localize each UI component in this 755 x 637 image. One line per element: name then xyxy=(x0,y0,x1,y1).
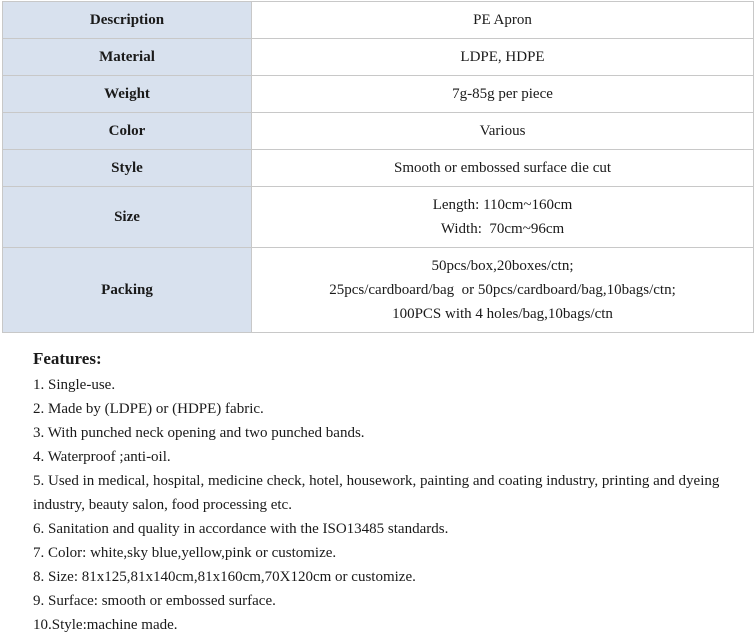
feature-item: 9. Surface: smooth or embossed surface. xyxy=(33,593,276,609)
spec-value-line: Length: 110cm~160cm xyxy=(432,197,573,213)
spec-value xyxy=(252,187,754,248)
features-heading: Features: xyxy=(33,349,102,368)
spec-value-line: Various xyxy=(479,123,526,139)
feature-item: 7. Color: white,sky blue,yellow,pink or customize. xyxy=(33,545,337,561)
spec-row-material xyxy=(3,39,754,76)
spec-row-weight xyxy=(3,76,754,113)
spec-value xyxy=(252,248,754,333)
spec-value-line: Smooth or embossed surface die cut xyxy=(393,160,612,176)
spec-label: Style xyxy=(3,150,252,187)
spec-row-description xyxy=(3,2,754,39)
spec-value xyxy=(252,2,754,39)
spec-value xyxy=(252,39,754,76)
features-list xyxy=(33,373,743,637)
feature-item: 4. Waterproof ;anti-oil. xyxy=(33,449,171,465)
spec-value-line: 7g-85g per piece xyxy=(452,86,553,102)
feature-item: 1. Single-use. xyxy=(33,377,116,393)
feature-item: 3. With punched neck opening and two punched bands. xyxy=(33,425,365,441)
spec-label: Description xyxy=(3,2,252,39)
spec-value xyxy=(252,113,754,150)
spec-row-style xyxy=(3,150,754,187)
spec-row-size xyxy=(3,187,754,248)
spec-label: Material xyxy=(3,39,252,76)
spec-row-color xyxy=(3,113,754,150)
spec-value-line: PE Apron xyxy=(473,12,532,28)
spec-label: Color xyxy=(3,113,252,150)
feature-item: 8. Size: 81x125,81x140cm,81x160cm,70X120cm or customize. xyxy=(33,569,416,585)
spec-value-line: Width: 70cm~96cm xyxy=(440,221,565,237)
features-section xyxy=(33,347,743,637)
spec-label: Packing xyxy=(3,248,252,333)
spec-value xyxy=(252,150,754,187)
feature-item: 2. Made by (LDPE) or (HDPE) fabric. xyxy=(33,401,264,417)
spec-value-line: 100PCS with 4 holes/bag,10bags/ctn xyxy=(392,306,613,322)
spec-value-line: 50pcs/box,20boxes/ctn; xyxy=(431,258,574,274)
spec-label: Weight xyxy=(3,76,252,113)
spec-value-line: 25pcs/cardboard/bag or 50pcs/cardboard/bag,10bags/ctn; xyxy=(329,282,676,298)
feature-item: 5. Used in medical, hospital, medicine check, hotel, housework, painting and coating industry, printing and dyeing industry, beauty salon, food processing etc. xyxy=(33,473,720,513)
feature-item: 6. Sanitation and quality in accordance with the ISO13485 standards. xyxy=(33,521,449,537)
spec-value-line: LDPE, HDPE xyxy=(460,49,545,65)
spec-table xyxy=(2,1,754,333)
spec-value xyxy=(252,76,754,113)
spec-row-packing xyxy=(3,248,754,333)
feature-item: 10.Style:machine made. xyxy=(33,617,178,633)
spec-label: Size xyxy=(3,187,252,248)
